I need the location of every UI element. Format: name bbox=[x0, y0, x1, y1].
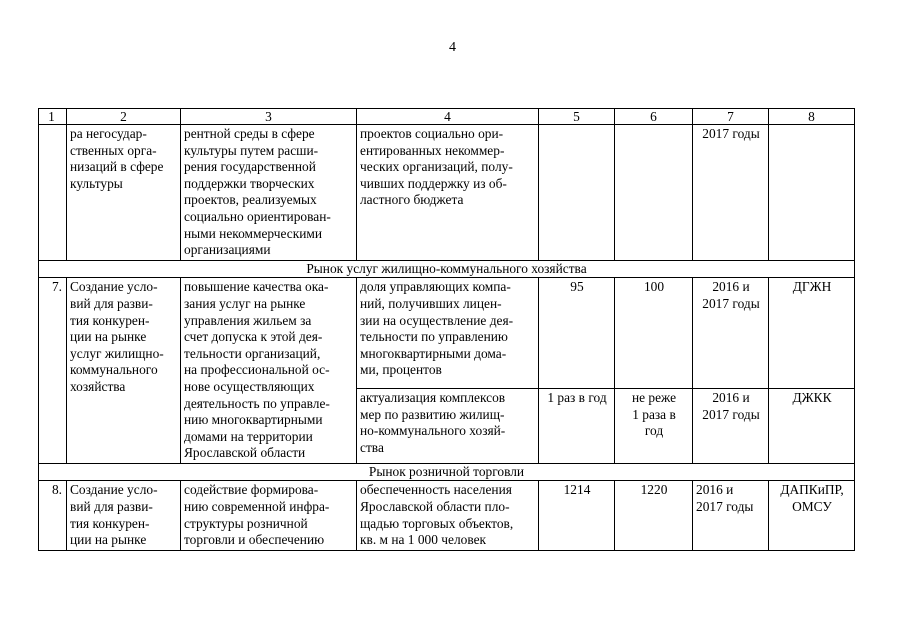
cell-text-line: ний, получивших лицен- bbox=[360, 295, 502, 311]
cell-text-line: торговли и обеспечению bbox=[184, 532, 325, 548]
cell-text-line: 1220 bbox=[640, 482, 668, 498]
table-row bbox=[39, 481, 855, 550]
cell-text-line: культуры путем расши- bbox=[184, 142, 319, 158]
cell-text-line: чивших поддержку из об- bbox=[360, 175, 507, 191]
cell-text-line: 1 раз в год bbox=[547, 390, 607, 405]
cell-text-line: доля управляющих компа- bbox=[360, 279, 511, 295]
cell-text-line: 100 bbox=[643, 279, 665, 295]
cell-text-line: нове осуществляющих bbox=[184, 378, 315, 394]
cell-text-line: Ярославской области пло- bbox=[360, 499, 510, 515]
goal-cell bbox=[181, 278, 357, 464]
area-cell bbox=[67, 481, 181, 550]
cell-text-line: 2016 и bbox=[696, 482, 734, 498]
section-title-retail: Рынок розничной торговли bbox=[39, 463, 855, 481]
header-cell: 7 bbox=[693, 109, 769, 125]
cell-text-line: вий для разви- bbox=[70, 295, 153, 311]
cell-text-line: поддержки творческих bbox=[184, 175, 315, 191]
cell-text-line: зии на осуществление дея- bbox=[360, 312, 514, 328]
cell-text-line: 2017 годы bbox=[702, 126, 760, 141]
header-cell: 8 bbox=[769, 109, 855, 125]
cell-text-line: культуры bbox=[70, 175, 123, 191]
cell-text-line: ческих организаций, полу- bbox=[360, 159, 513, 175]
responsible-cell bbox=[769, 481, 855, 550]
responsible-cell bbox=[769, 389, 855, 464]
value-2016-cell bbox=[539, 125, 615, 261]
cell-text-line: повышение качества ока- bbox=[184, 279, 329, 295]
cell-text-line: тельности организаций, bbox=[184, 345, 321, 361]
indicator-cell bbox=[357, 278, 539, 389]
header-cell: 1 bbox=[39, 109, 67, 125]
table-row bbox=[39, 278, 855, 389]
value-2017-cell bbox=[615, 481, 693, 550]
cell-text-line: актуализация комплексов bbox=[360, 390, 506, 405]
cell-text-line: мер по развитию жилищ- bbox=[360, 406, 505, 422]
cell-text-line: организациями bbox=[184, 242, 271, 258]
cell-text-line: обеспеченность населения bbox=[360, 482, 512, 498]
cell-text-line: ДАПКиПР, bbox=[780, 482, 844, 498]
cell-text-line: 2017 годы bbox=[702, 406, 760, 422]
cell-text-line: домами на территории bbox=[184, 428, 313, 444]
cell-text-line: рентной среды в сфере bbox=[184, 126, 315, 141]
cell-text-line: вий для разви- bbox=[70, 499, 153, 515]
cell-text-line: щадью торговых объектов, bbox=[360, 515, 514, 531]
cell-text-line: содействие формирова- bbox=[184, 482, 319, 498]
value-2017-cell bbox=[615, 125, 693, 261]
row-number-cell: 8. bbox=[39, 481, 67, 550]
measures-table bbox=[38, 108, 855, 551]
header-cell: 5 bbox=[539, 109, 615, 125]
cell-text-line: рения государственной bbox=[184, 159, 316, 175]
cell-text-line: нию современной инфра- bbox=[184, 499, 330, 515]
header-row bbox=[39, 109, 855, 125]
goal-cell bbox=[181, 481, 357, 550]
cell-text-line: тельности по управлению bbox=[360, 329, 508, 345]
cell-text-line: услуг жилищно- bbox=[70, 345, 164, 361]
page-number: 4 bbox=[449, 40, 456, 55]
header-cell: 2 bbox=[67, 109, 181, 125]
cell-text-line: структуры розничной bbox=[184, 515, 308, 531]
term-cell bbox=[693, 389, 769, 464]
section-row bbox=[39, 463, 855, 481]
cell-text-line: год bbox=[644, 423, 664, 439]
cell-text-line: ДГЖН bbox=[792, 279, 832, 295]
cell-text-line: ДЖКК bbox=[792, 390, 832, 405]
cell-text-line: ентированных некоммер- bbox=[360, 142, 505, 158]
cell-text-line: управления жильем за bbox=[184, 312, 312, 328]
cell-text-line: коммунального bbox=[70, 362, 158, 378]
row-number-cell: 7. bbox=[39, 278, 67, 464]
term-cell bbox=[693, 278, 769, 389]
cell-text-line: хозяйства bbox=[70, 378, 126, 394]
header-cell: 6 bbox=[615, 109, 693, 125]
area-cell bbox=[67, 125, 181, 261]
section-row bbox=[39, 260, 855, 278]
area-cell bbox=[67, 278, 181, 464]
indicator-cell bbox=[357, 481, 539, 550]
cell-text-line: на профессиональной ос- bbox=[184, 362, 330, 378]
cell-text-line: ции на рынке bbox=[70, 329, 147, 345]
cell-text-line: 2017 годы bbox=[696, 499, 754, 515]
cell-text-line: не реже bbox=[631, 390, 677, 405]
cell-text-line: деятельность по управле- bbox=[184, 395, 330, 411]
indicator-cell bbox=[357, 125, 539, 261]
cell-text-line: ции на рынке bbox=[70, 532, 147, 548]
cell-text-line: 95 bbox=[570, 279, 584, 295]
value-2016-cell bbox=[539, 389, 615, 464]
cell-text-line: ми, процентов bbox=[360, 362, 442, 378]
cell-text-line: проектов, реализуемых bbox=[184, 192, 317, 208]
cell-text-line: Ярославской области bbox=[184, 445, 306, 461]
term-cell bbox=[693, 125, 769, 261]
cell-text-line: 2016 и bbox=[712, 279, 750, 295]
cell-text-line: 1 раза в bbox=[632, 406, 676, 422]
cell-text-line: Создание усло- bbox=[70, 279, 158, 295]
value-2016-cell bbox=[539, 278, 615, 389]
cell-text-line: ственных орга- bbox=[70, 142, 157, 158]
responsible-cell bbox=[769, 278, 855, 389]
cell-text-line: 1214 bbox=[563, 482, 591, 498]
value-2017-cell bbox=[615, 389, 693, 464]
cell-text-line: 2016 и bbox=[712, 390, 750, 405]
cell-text-line: но-коммунального хозяй- bbox=[360, 423, 506, 439]
cell-text-line: счет допуска к этой дея- bbox=[184, 329, 323, 345]
table-row bbox=[39, 125, 855, 261]
cell-text-line: тия конкурен- bbox=[70, 312, 150, 328]
indicator-cell bbox=[357, 389, 539, 464]
section-title-housing: Рынок услуг жилищно-коммунального хозяйства bbox=[39, 260, 855, 278]
cell-text-line: низаций в сфере bbox=[70, 159, 164, 175]
cell-text-line: многоквартирными дома- bbox=[360, 345, 507, 361]
cell-text-line: тия конкурен- bbox=[70, 515, 150, 531]
header-cell: 4 bbox=[357, 109, 539, 125]
goal-cell bbox=[181, 125, 357, 261]
responsible-cell bbox=[769, 125, 855, 261]
cell-text-line: ра негосудар- bbox=[70, 126, 147, 141]
value-2016-cell bbox=[539, 481, 615, 550]
cell-text-line: социально ориентирован- bbox=[184, 208, 331, 224]
cell-text-line: ными некоммерческими bbox=[184, 225, 323, 241]
cell-text-line: ства bbox=[360, 439, 384, 455]
header-cell: 3 bbox=[181, 109, 357, 125]
row-number-cell bbox=[39, 125, 67, 261]
cell-text-line: ОМСУ bbox=[792, 499, 832, 515]
cell-text-line: нию многоквартирными bbox=[184, 412, 323, 428]
cell-text-line: ластного бюджета bbox=[360, 192, 464, 208]
cell-text-line: Создание усло- bbox=[70, 482, 158, 498]
term-cell bbox=[693, 481, 769, 550]
cell-text-line: 2017 годы bbox=[702, 295, 760, 311]
cell-text-line: проектов социально ори- bbox=[360, 126, 504, 141]
cell-text-line: зания услуг на рынке bbox=[184, 295, 306, 311]
value-2017-cell bbox=[615, 278, 693, 389]
cell-text-line: кв. м на 1 000 человек bbox=[360, 532, 487, 548]
